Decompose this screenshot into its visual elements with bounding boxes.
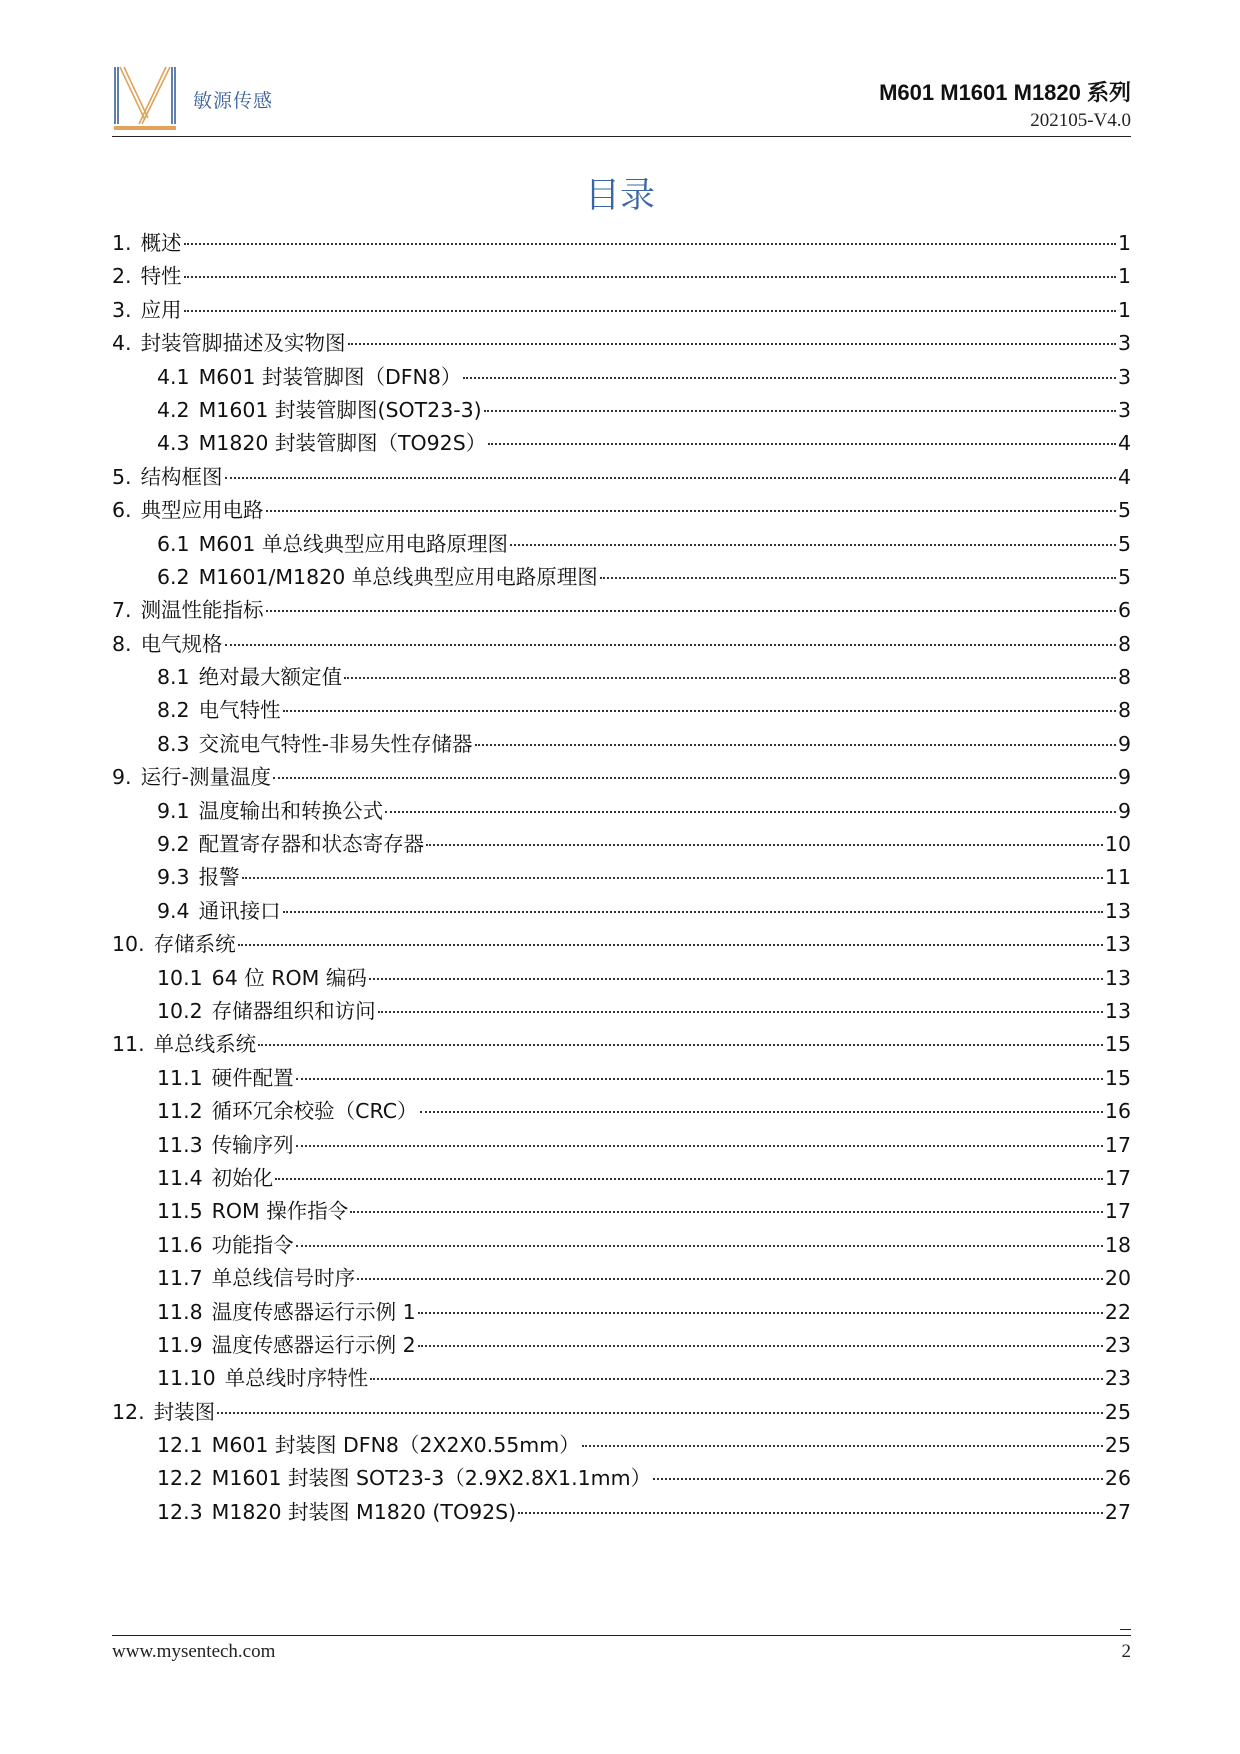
toc-entry-number: 11. — [112, 1032, 145, 1057]
toc-entry-label: 温度传感器运行示例 1 — [211, 1299, 416, 1324]
toc-entry-page: 22 — [1104, 1299, 1131, 1324]
toc-entry-number: 10.1 — [157, 965, 203, 990]
toc-entry[interactable] — [112, 1195, 1131, 1228]
toc-entry-page: 6 — [1117, 598, 1131, 623]
toc-entry-page: 1 — [1117, 297, 1131, 322]
toc-dot-leader — [184, 276, 1116, 278]
company-logo — [112, 62, 178, 132]
toc-entry[interactable] — [112, 394, 1131, 427]
toc-entry-label: M601 封装图 DFN8（2X2X0.55mm） — [211, 1433, 580, 1458]
toc-entry-number: 11.5 — [157, 1199, 203, 1224]
toc-entry-number: 11.6 — [157, 1232, 203, 1257]
toc-entry-number: 9.1 — [157, 798, 190, 823]
toc-entry-page: 8 — [1117, 665, 1131, 690]
toc-entry-number: 11.3 — [157, 1132, 203, 1157]
toc-dot-leader — [217, 1412, 1103, 1414]
toc-entry-number: 11.4 — [157, 1165, 203, 1190]
toc-entry-page: 15 — [1104, 1032, 1131, 1057]
toc-entry[interactable] — [112, 361, 1131, 394]
toc-dot-leader — [242, 877, 1103, 879]
toc-entry-label: 64 位 ROM 编码 — [211, 965, 367, 990]
toc-dot-leader — [600, 577, 1116, 579]
toc-entry[interactable] — [112, 995, 1131, 1028]
footer-url: www.mysentech.com — [112, 1641, 276, 1662]
toc-entry[interactable] — [112, 761, 1131, 794]
toc-entry[interactable] — [112, 427, 1131, 460]
toc-entry-number: 12.2 — [157, 1466, 203, 1491]
toc-entry-number: 6.1 — [157, 531, 190, 556]
toc-dot-leader — [484, 410, 1116, 412]
toc-entry-page: 13 — [1104, 965, 1131, 990]
toc-dot-leader — [273, 777, 1116, 779]
toc-entry[interactable] — [112, 494, 1131, 527]
toc-dot-leader — [385, 811, 1116, 813]
toc-entry[interactable] — [112, 260, 1131, 293]
toc-entry-label: 封装管脚描述及实物图 — [140, 331, 346, 356]
toc-dot-leader — [258, 1044, 1103, 1046]
toc-entry[interactable] — [112, 694, 1131, 727]
toc-entry-number: 8.1 — [157, 665, 190, 690]
toc-entry-page: 13 — [1104, 898, 1131, 923]
toc-entry-number: 12. — [112, 1399, 145, 1424]
toc-entry-number: 4.1 — [157, 364, 190, 389]
toc-entry-label: 存储系统 — [153, 932, 236, 957]
toc-entry[interactable] — [112, 1262, 1131, 1295]
toc-entry-label: 存储器组织和访问 — [211, 998, 376, 1023]
toc-entry-number: 10. — [112, 932, 145, 957]
toc-entry[interactable] — [112, 1496, 1131, 1529]
toc-entry[interactable] — [112, 561, 1131, 594]
toc-entry[interactable] — [112, 227, 1131, 260]
toc-entry-label: 初始化 — [211, 1165, 274, 1190]
toc-dot-leader — [344, 677, 1116, 679]
toc-entry-page: 8 — [1117, 698, 1131, 723]
footer-dash — [1120, 1629, 1131, 1630]
toc-entry-label: 单总线系统 — [153, 1032, 257, 1057]
toc-entry[interactable] — [112, 962, 1131, 995]
toc-entry-label: M601 单总线典型应用电路原理图 — [198, 531, 508, 556]
toc-entry-number: 6. — [112, 498, 132, 523]
toc-entry-page: 3 — [1117, 331, 1131, 356]
toc-entry-page: 5 — [1117, 531, 1131, 556]
toc-title: 目录 — [584, 176, 655, 216]
toc-entry-number: 11.7 — [157, 1266, 203, 1291]
toc-dot-leader — [296, 1245, 1103, 1247]
toc-entry[interactable] — [112, 661, 1131, 694]
toc-entry[interactable] — [112, 1296, 1131, 1329]
page-number: 2 — [1121, 1641, 1131, 1662]
toc-entry-label: M1601/M1820 单总线典型应用电路原理图 — [198, 564, 598, 589]
header-divider — [112, 136, 1131, 137]
toc-entry-label: 通讯接口 — [198, 898, 281, 923]
toc-entry-page: 4 — [1117, 431, 1131, 456]
toc-entry-label: 报警 — [198, 865, 240, 890]
toc-entry-number: 11.10 — [157, 1366, 216, 1391]
toc-dot-leader — [370, 1378, 1103, 1380]
toc-entry-label: M1820 封装图 M1820 (TO92S) — [211, 1499, 517, 1524]
toc-entry-number: 9.4 — [157, 898, 190, 923]
toc-entry[interactable] — [112, 928, 1131, 961]
toc-dot-leader — [238, 944, 1103, 946]
toc-entry[interactable] — [112, 795, 1131, 828]
toc-dot-leader — [463, 377, 1116, 379]
toc-entry-number: 8.2 — [157, 698, 190, 723]
toc-entry-page: 17 — [1104, 1199, 1131, 1224]
toc-entry-label: 概述 — [140, 231, 182, 255]
toc-entry-label: 传输序列 — [211, 1132, 294, 1157]
toc-dot-leader — [510, 544, 1116, 546]
document-version: 202105-V4.0 — [1030, 110, 1131, 131]
toc-entry-number: 4.2 — [157, 397, 190, 422]
toc-dot-leader — [225, 644, 1116, 646]
toc-dot-leader — [475, 744, 1116, 746]
toc-entry-number: 6.2 — [157, 564, 190, 589]
toc-entry[interactable] — [112, 528, 1131, 561]
toc-dot-leader — [357, 1278, 1103, 1280]
toc-entry-number: 10.2 — [157, 998, 203, 1023]
toc-entry-page: 9 — [1117, 731, 1131, 756]
toc-entry-page: 4 — [1117, 464, 1131, 489]
toc-entry-page: 13 — [1104, 932, 1131, 957]
toc-entry-number: 8. — [112, 631, 132, 656]
toc-entry-label: ROM 操作指令 — [211, 1199, 349, 1224]
toc-dot-leader — [266, 610, 1116, 612]
brand-name: 敏源传感 — [193, 90, 274, 112]
toc-entry-number: 9.2 — [157, 832, 190, 857]
toc-entry-label: 硬件配置 — [211, 1065, 294, 1090]
table-of-contents — [112, 227, 1131, 1529]
toc-entry-label: M601 封装管脚图（DFN8） — [198, 364, 462, 389]
toc-entry[interactable] — [112, 1028, 1131, 1061]
toc-entry-label: 测温性能指标 — [140, 598, 264, 623]
toc-entry-page: 8 — [1117, 631, 1131, 656]
toc-entry-page: 23 — [1104, 1366, 1131, 1391]
toc-entry-label: 运行-测量温度 — [140, 765, 271, 790]
toc-entry-page: 1 — [1117, 264, 1131, 289]
toc-entry-label: 温度输出和转换公式 — [198, 798, 384, 823]
toc-entry-page: 13 — [1104, 998, 1131, 1023]
document-series-title: M601 M1601 M1820 系列 — [879, 80, 1131, 105]
toc-entry-page: 3 — [1117, 364, 1131, 389]
toc-dot-leader — [653, 1478, 1103, 1480]
toc-entry-label: M1601 封装图 SOT23-3（2.9X2.8X1.1mm） — [211, 1466, 652, 1491]
toc-entry[interactable] — [112, 895, 1131, 928]
toc-entry[interactable] — [112, 1095, 1131, 1128]
toc-entry-label: 循环冗余校验（CRC） — [211, 1099, 418, 1124]
toc-entry[interactable] — [112, 728, 1131, 761]
toc-entry-page: 17 — [1104, 1165, 1131, 1190]
toc-entry-number: 11.2 — [157, 1099, 203, 1124]
toc-entry[interactable] — [112, 628, 1131, 661]
toc-entry-number: 2. — [112, 264, 132, 289]
toc-dot-leader — [184, 243, 1116, 245]
toc-entry-label: 电气规格 — [140, 631, 223, 656]
toc-entry-number: 9. — [112, 765, 132, 790]
toc-entry-label: M1601 封装管脚图(SOT23-3) — [198, 397, 482, 422]
toc-entry-page: 20 — [1104, 1266, 1131, 1291]
toc-entry[interactable] — [112, 1362, 1131, 1395]
toc-dot-leader — [426, 844, 1103, 846]
toc-dot-leader — [348, 343, 1116, 345]
toc-entry-page: 25 — [1104, 1399, 1131, 1424]
toc-dot-leader — [350, 1211, 1103, 1213]
toc-entry-page: 9 — [1117, 765, 1131, 790]
toc-entry-label: 封装图 — [153, 1399, 216, 1424]
toc-dot-leader — [275, 1178, 1103, 1180]
toc-entry-label: 功能指令 — [211, 1232, 294, 1257]
toc-entry-number: 3. — [112, 297, 132, 322]
toc-dot-leader — [488, 443, 1116, 445]
toc-entry-number: 7. — [112, 598, 132, 623]
toc-entry[interactable] — [112, 1396, 1131, 1429]
toc-dot-leader — [418, 1312, 1103, 1314]
toc-dot-leader — [225, 477, 1116, 479]
toc-entry-page: 10 — [1104, 832, 1131, 857]
toc-entry-number: 4. — [112, 331, 132, 356]
toc-dot-leader — [296, 1078, 1103, 1080]
toc-entry-number: 12.1 — [157, 1433, 203, 1458]
toc-entry-label: 典型应用电路 — [140, 498, 264, 523]
toc-entry-number: 5. — [112, 464, 132, 489]
toc-entry-page: 5 — [1117, 564, 1131, 589]
toc-entry[interactable] — [112, 294, 1131, 327]
toc-entry-label: 应用 — [140, 297, 182, 322]
toc-entry-page: 27 — [1104, 1499, 1131, 1524]
toc-entry-label: 单总线信号时序 — [211, 1266, 356, 1291]
toc-dot-leader — [378, 1011, 1103, 1013]
toc-entry[interactable] — [112, 1062, 1131, 1095]
toc-entry-page: 9 — [1117, 798, 1131, 823]
toc-entry-label: 特性 — [140, 264, 182, 289]
toc-entry-page: 11 — [1104, 865, 1131, 890]
toc-entry[interactable] — [112, 1162, 1131, 1195]
toc-entry-label: 电气特性 — [198, 698, 281, 723]
toc-entry[interactable] — [112, 594, 1131, 627]
toc-entry-page: 18 — [1104, 1232, 1131, 1257]
toc-entry[interactable] — [112, 1329, 1131, 1362]
toc-entry-label: 温度传感器运行示例 2 — [211, 1332, 416, 1357]
toc-entry-page: 1 — [1117, 231, 1131, 255]
toc-entry[interactable] — [112, 1462, 1131, 1495]
toc-dot-leader — [518, 1512, 1103, 1514]
toc-dot-leader — [418, 1345, 1103, 1347]
toc-entry-number: 9.3 — [157, 865, 190, 890]
toc-dot-leader — [582, 1445, 1103, 1447]
toc-entry-label: 配置寄存器和状态寄存器 — [198, 832, 425, 857]
toc-entry[interactable] — [112, 1229, 1131, 1262]
toc-entry-number: 8.3 — [157, 731, 190, 756]
toc-dot-leader — [184, 310, 1116, 312]
toc-entry-number: 12.3 — [157, 1499, 203, 1524]
toc-entry[interactable] — [112, 1129, 1131, 1162]
toc-entry-number: 11.1 — [157, 1065, 203, 1090]
toc-entry-page: 15 — [1104, 1065, 1131, 1090]
toc-entry[interactable] — [112, 828, 1131, 861]
toc-dot-leader — [283, 911, 1103, 913]
toc-dot-leader — [266, 510, 1116, 512]
toc-entry-number: 1. — [112, 231, 132, 255]
toc-entry-label: 结构框图 — [140, 464, 223, 489]
toc-dot-leader — [369, 978, 1103, 980]
toc-entry-label: 单总线时序特性 — [224, 1366, 369, 1391]
toc-entry-page: 25 — [1104, 1433, 1131, 1458]
toc-entry-number: 11.8 — [157, 1299, 203, 1324]
toc-entry-number: 4.3 — [157, 431, 190, 456]
toc-dot-leader — [420, 1111, 1103, 1113]
toc-entry-page: 3 — [1117, 397, 1131, 422]
toc-entry-page: 17 — [1104, 1132, 1131, 1157]
toc-entry-page: 23 — [1104, 1332, 1131, 1357]
toc-entry-page: 5 — [1117, 498, 1131, 523]
toc-entry-label: 交流电气特性-非易失性存储器 — [198, 731, 473, 756]
toc-dot-leader — [283, 710, 1116, 712]
toc-entry-page: 16 — [1104, 1099, 1131, 1124]
toc-entry-label: 绝对最大额定值 — [198, 665, 343, 690]
toc-entry[interactable] — [112, 327, 1131, 360]
toc-dot-leader — [296, 1145, 1103, 1147]
toc-entry-number: 11.9 — [157, 1332, 203, 1357]
footer-divider — [112, 1635, 1131, 1636]
toc-entry-page: 26 — [1104, 1466, 1131, 1491]
toc-entry-label: M1820 封装管脚图（TO92S） — [198, 431, 487, 456]
toc-entry[interactable] — [112, 461, 1131, 494]
toc-entry[interactable] — [112, 861, 1131, 894]
toc-entry[interactable] — [112, 1429, 1131, 1462]
